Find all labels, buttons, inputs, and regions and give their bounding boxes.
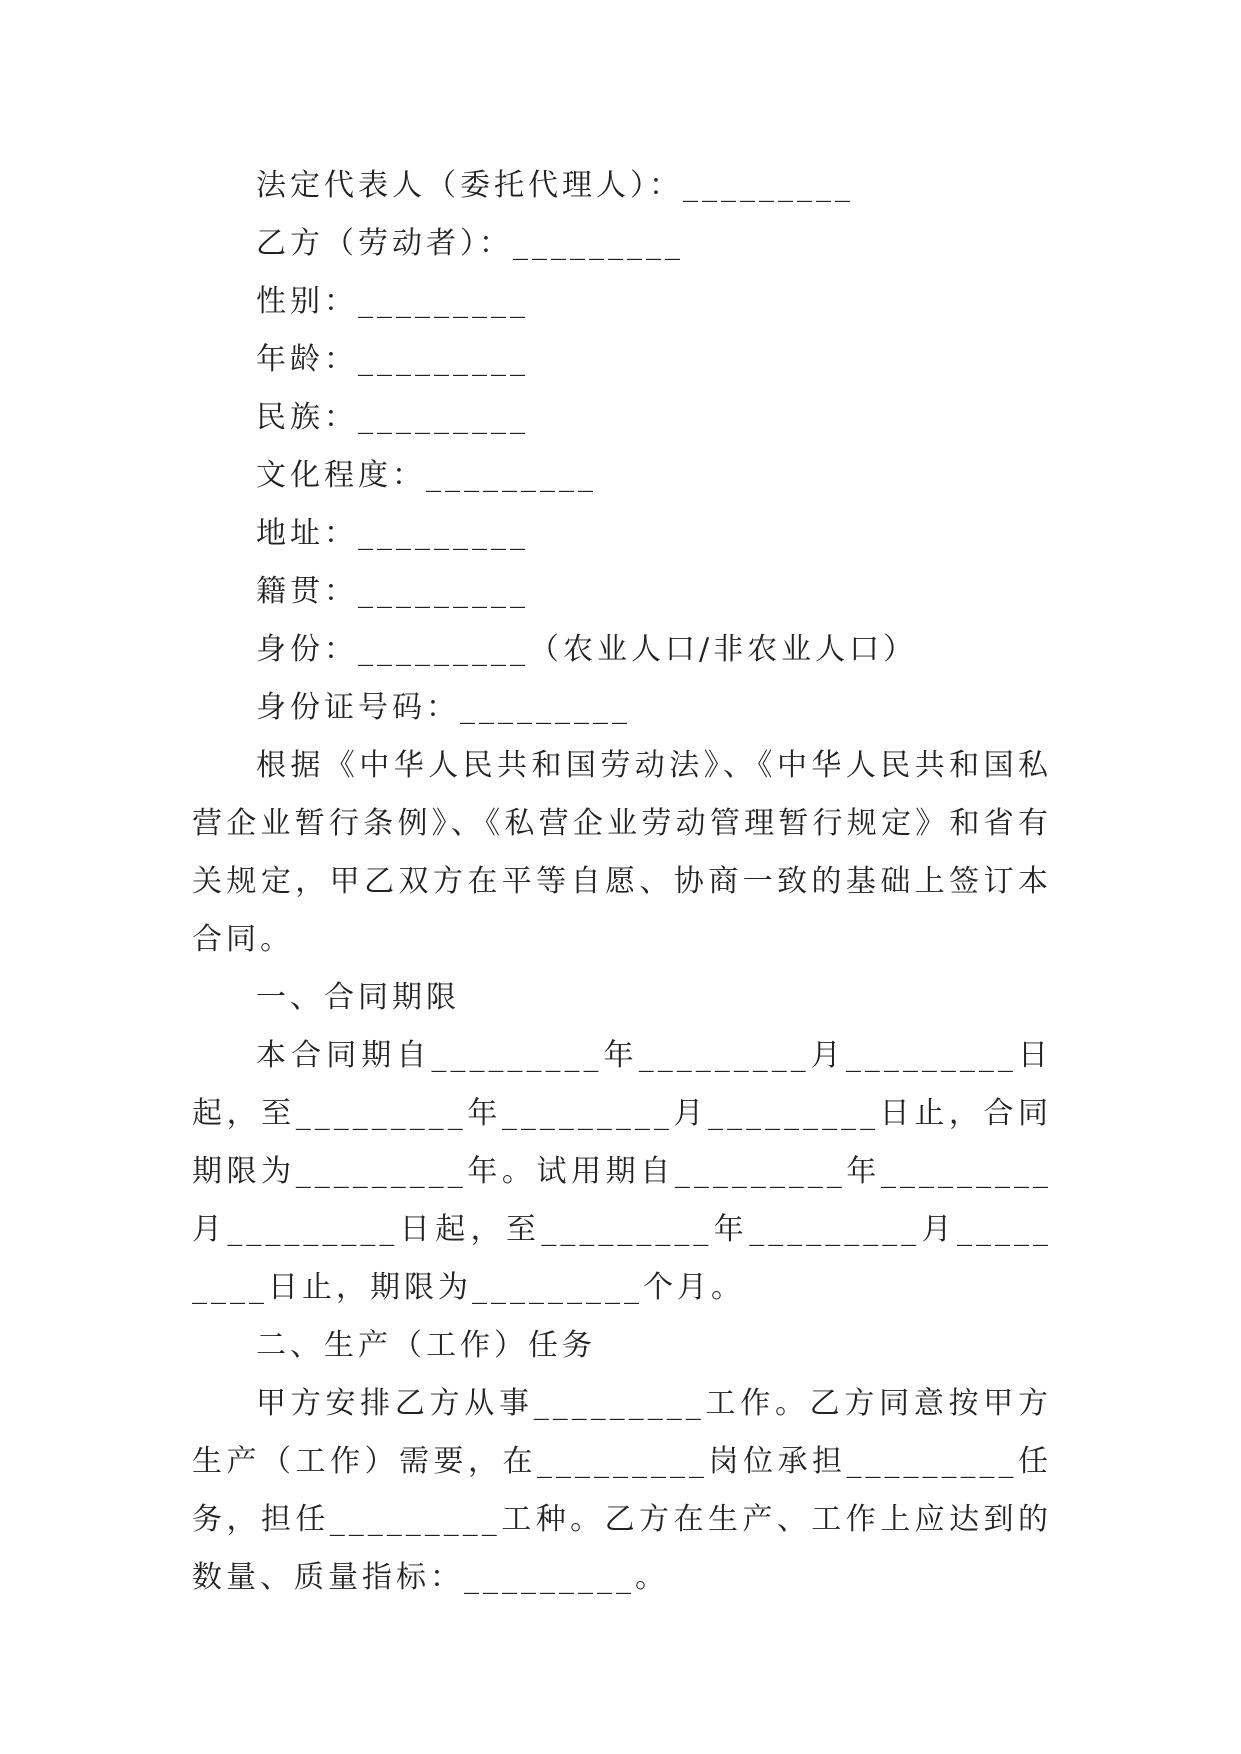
field-ethnicity: 民族：_________ <box>256 400 529 435</box>
field-gender: 性别：_________ <box>256 284 529 319</box>
field-status: 身份：_________（农业人口/非农业人口） <box>256 632 918 667</box>
field-age: 年龄：_________ <box>256 342 529 377</box>
field-party-b: 乙方（劳动者）：_________ <box>256 226 684 261</box>
field-legal-representative: 法定代表人（委托代理人）：_________ <box>256 168 854 203</box>
field-id-number: 身份证号码：_________ <box>256 690 631 725</box>
contract-text <box>192 157 1052 1607</box>
field-address: 地址：_________ <box>256 516 529 551</box>
field-education: 文化程度：_________ <box>256 458 597 493</box>
section-heading-term: 一、合同期限 <box>256 980 460 1015</box>
preamble-paragraph: 根据《中华人民共和国劳动法》、《中华人民共和国私营企业暂行条例》、《私营企业劳动管理暂行规定》和省有关规定，甲乙双方在平等自愿、协商一致的基础上签订本合同。 <box>192 748 1052 957</box>
section-body-term: 本合同期自_________年_________月_________日起，至_________年_________月_________日止，合同期限为_________年。试用期自_________年_________月_________日起，至_________年_________月_________日止，期限为_________个月。 <box>192 1038 1052 1305</box>
section-heading-tasks: 二、生产（工作）任务 <box>256 1328 596 1363</box>
field-native-place: 籍贯：_________ <box>256 574 529 609</box>
section-body-tasks: 甲方安排乙方从事_________工作。乙方同意按甲方生产（工作）需要，在_________岗位承担_________任务，担任_________工种。乙方在生产、工作上应达到的数量、质量指标：_________。 <box>192 1386 1052 1595</box>
